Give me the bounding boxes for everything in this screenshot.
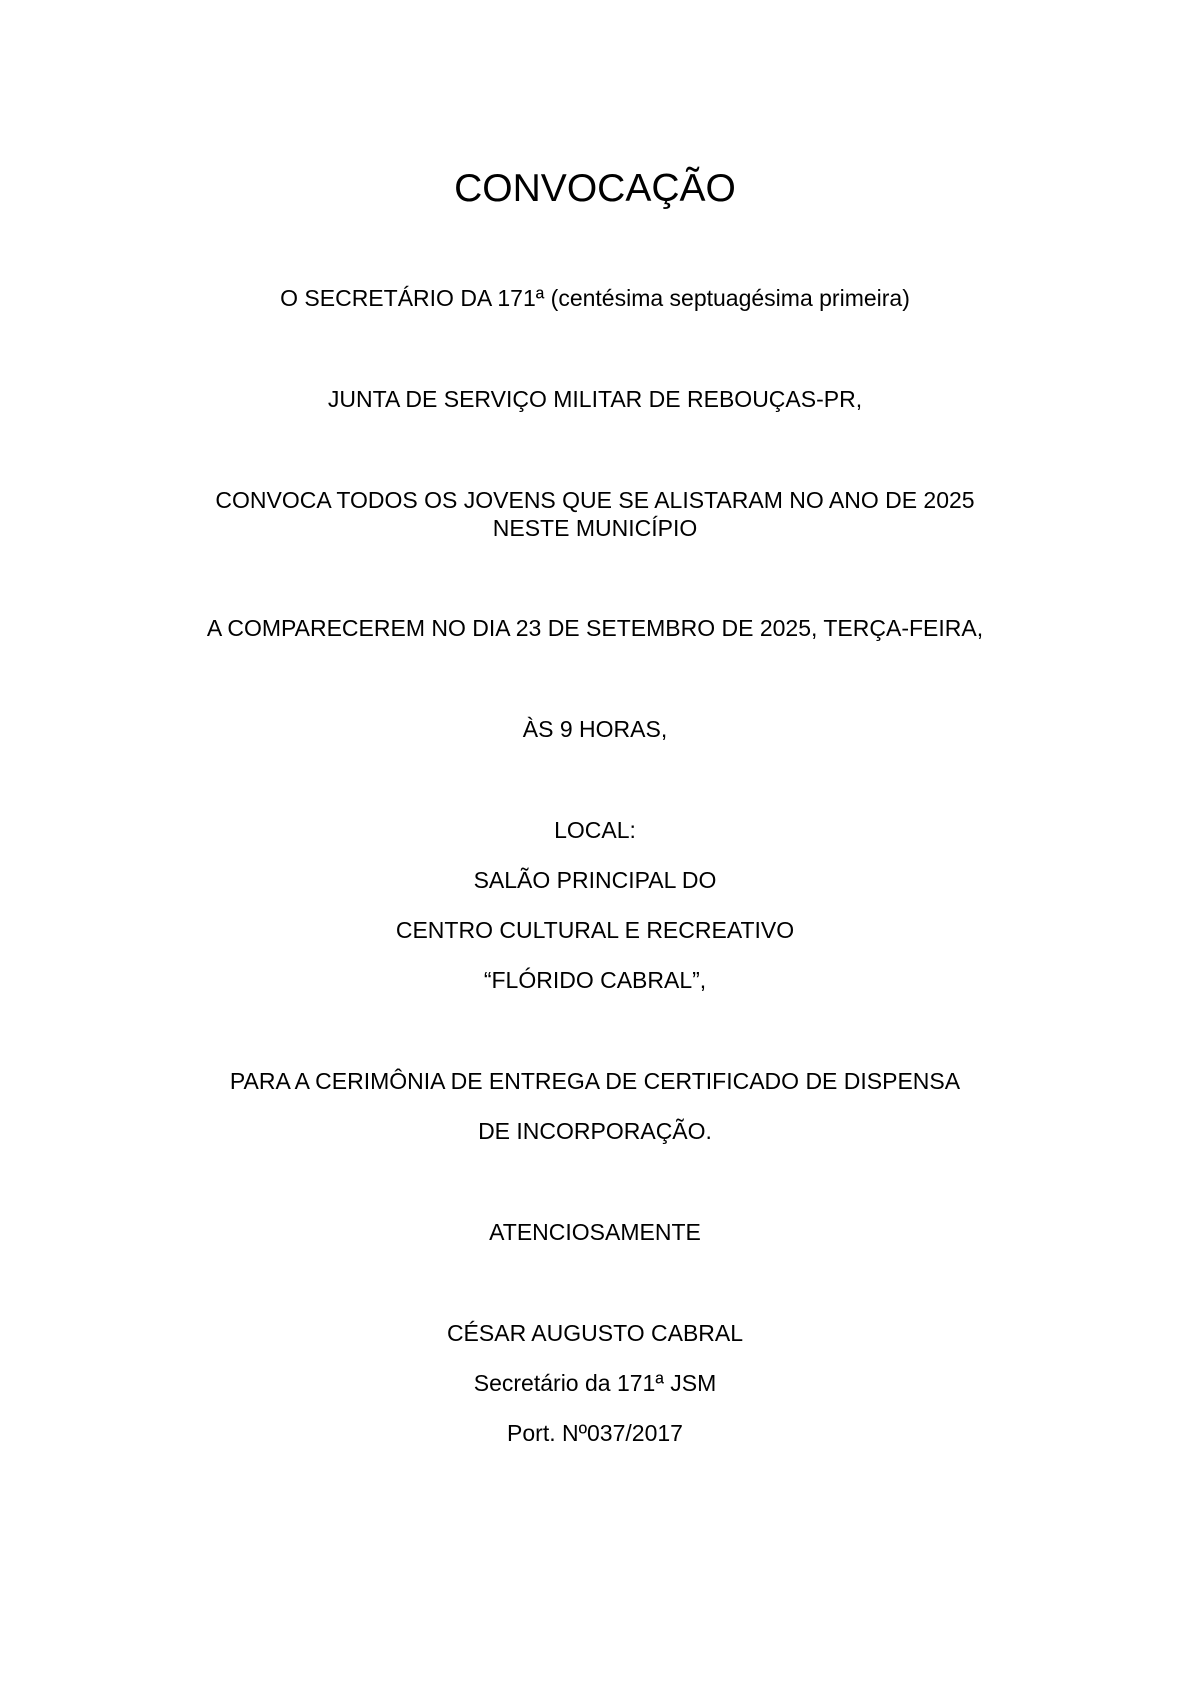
local-label: LOCAL: (554, 817, 636, 843)
signer-portaria: Port. Nº037/2017 (507, 1420, 683, 1446)
junta-line: JUNTA DE SERVIÇO MILITAR DE REBOUÇAS-PR, (327, 386, 863, 412)
time-line: ÀS 9 HORAS, (522, 716, 668, 742)
signer-name: CÉSAR AUGUSTO CABRAL (446, 1320, 744, 1346)
closing-text: ATENCIOSAMENTE (489, 1219, 701, 1245)
signer-role: Secretário da 171ª JSM (473, 1370, 717, 1396)
convoca-line-2: NESTE MUNICÍPIO (492, 515, 698, 541)
date-line: A COMPARECEREM NO DIA 23 DE SETEMBRO DE 2025, TERÇA-FEIRA, (206, 615, 984, 641)
local-line-3: “FLÓRIDO CABRAL”, (483, 967, 707, 993)
secretary-line: O SECRETÁRIO DA 171ª (centésima septuagésima primeira) (280, 285, 910, 311)
purpose-line-1: PARA A CERIMÔNIA DE ENTREGA DE CERTIFICADO DE DISPENSA (229, 1068, 961, 1094)
purpose-line-2: DE INCORPORAÇÃO. (478, 1118, 712, 1144)
document-title: CONVOCAÇÃO (454, 167, 736, 210)
local-line-1: SALÃO PRINCIPAL DO (473, 867, 717, 893)
convoca-line-1: CONVOCA TODOS OS JOVENS QUE SE ALISTARAM NO ANO DE 2025 (215, 487, 975, 513)
local-line-2: CENTRO CULTURAL E RECREATIVO (395, 917, 795, 943)
